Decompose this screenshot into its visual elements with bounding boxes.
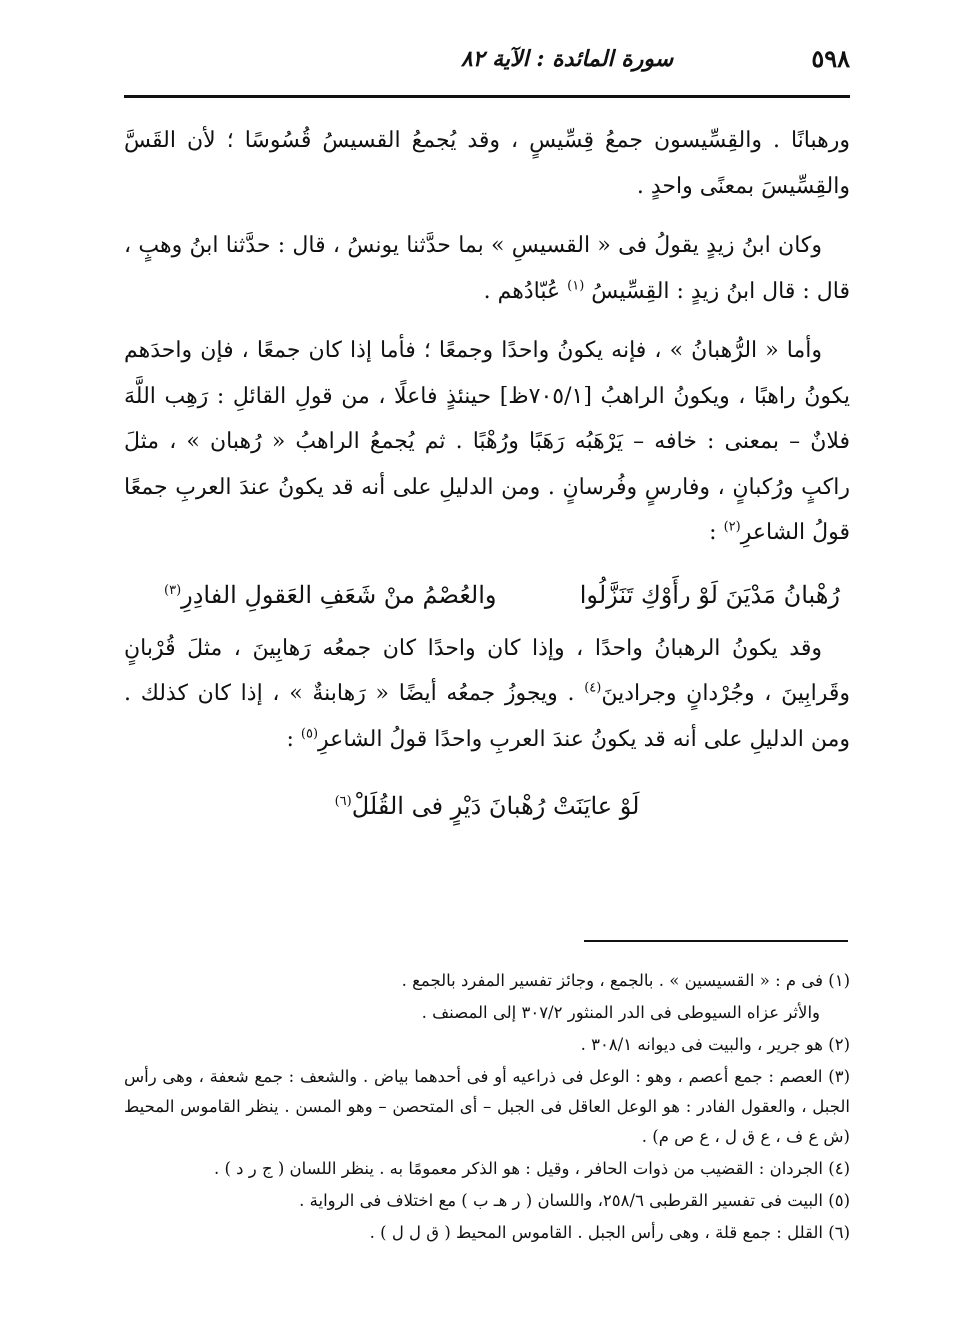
paragraph	[124, 328, 850, 556]
footnote-1: (١) فى م : « القسيسين » . بالجمع ، وجائز تفسير المفرد بالجمع .	[401, 971, 850, 990]
paragraph-text: ورهبانًا . والقِسِّيسون جمعُ قِسِّيسٍ ، وقد يُجمعُ القسيسُ قُسُوسًا ؛ لأن القَسَّ والقِسِّيسَ بمعنًى واحدٍ .	[124, 128, 850, 199]
paragraph-text: . ويجوزُ جمعُه أيضًا « رَهابنةٌ » ، إذا كان كذلك . ومن الدليلِ على أنه قد يكونُ عندَ العربِ واحدًا قولُ الشاعرِ	[124, 681, 850, 752]
poem-verse	[124, 570, 850, 620]
paragraph-text: وكان ابنُ زيدٍ يقولُ فى « القسيسِ » بما حدَّثنا يونسُ ، قال : حدَّثنا ابنُ وهبٍ ، قال : قال ابنُ زيدٍ : القِسِّيسُ	[124, 233, 850, 304]
paragraph-text: عُبّادُهم .	[483, 278, 561, 304]
footnote-1-continuation: والأثر عزاه السيوطى فى الدر المنثور ٣٠٧/٢ إلى المصنف .	[421, 1003, 820, 1022]
footnote-2: (٢) هو جرير ، والبيت فى ديوانه ٣٠٨/١ .	[580, 1035, 850, 1054]
paragraph	[124, 223, 850, 314]
footnote-4: (٤) الجردان : القضيب من ذوات الحافر ، وقيل : هو الذكر معمومًا به . ينظر اللسان ( ج ر د ) .	[214, 1159, 850, 1178]
footnote-marker: (٥)	[300, 726, 319, 742]
footnote-5: (٥) البيت فى تفسير القرطبى ٢٥٨/٦، واللسان ( ر هـ ب ) مع اختلاف فى الرواية .	[299, 1191, 850, 1210]
footnotes	[124, 966, 850, 1250]
paragraph-text: وقد يكونُ الرهبانُ واحدًا ، وإذا كان واحدًا كان جمعُه رَهابِينَ ، مثلَ قُرْبانٍ وقَرابِينَ ، وجُرْدانٍ وجرادينَ	[124, 635, 850, 706]
running-title: سورة المائدة : الآية ٨٢	[460, 46, 674, 72]
footnote-3: (٣) العصم : جمع أعصم ، وهو : الوعل فى ذراعيه أو فى أحدهما بياض . والشعف : جمع شعفة ، وهى رأس الجبل ، والعقول الفادر : هو الوعل العاقل فى الجبل – أى المتحصن – وهو المسن . ينظر القاموس المحيط (ش ع ف ، ع ق ل ، ع ص م) .	[124, 1067, 850, 1146]
paragraph-text: :	[709, 520, 717, 545]
poem-verse-single	[124, 776, 850, 836]
verse-text: والعُصْمُ منْ شَعَفِ العَقولِ الفادِرِ	[181, 580, 497, 609]
footnote-marker: (٦)	[334, 794, 352, 809]
paragraph-text: وأما « الرُّهبانُ » ، فإنه يكونُ واحدًا وجمعًا ؛ فأما إذا كان جمعًا ، فإن واحدَهم يكونُ راهبًا ، ويكونُ الراهبُ [٧٠٥/١ظ] حينئذٍ فاعلًا ، من قولِ القائلِ : رَهِب اللَّهَ فلانٌ – بمعنى : خافه – يَرْهَبُه رَهَبًا ورُهْبًا . ثم يُجمعُ الراهبُ « رُهبان » ، مثلَ راكبٍ ورُكبانٍ ، وفارسٍ وفُرسانٍ . ومن الدليلِ على أنه قد يكونُ عندَ العربِ جمعًا قولُ الشاعرِ	[124, 338, 851, 545]
footnote-marker: (٢)	[723, 519, 741, 535]
paragraph-text: :	[286, 726, 294, 752]
header-rule	[124, 95, 850, 98]
footnote-marker: (١)	[567, 278, 585, 294]
paragraph	[124, 118, 850, 209]
verse-hemistich-second	[164, 570, 497, 620]
footnote-marker: (٤)	[584, 680, 602, 696]
footnote-marker: (٣)	[164, 582, 182, 598]
footnote-6: (٦) القلل : جمع قلة ، وهى رأس الجبل . القاموس المحيط ( ق ل ل ) .	[369, 1223, 850, 1242]
verse-text: لَوْ عايَنَتْ رُهْبانَ دَيْرٍ فى القُلَلْ	[351, 792, 640, 820]
main-text	[124, 118, 850, 836]
page-number: ٥٩٨	[811, 44, 850, 73]
page-header	[124, 40, 850, 90]
footnote-rule	[584, 940, 848, 942]
paragraph	[124, 626, 850, 763]
verse-hemistich-first: رُهْبانُ مَدْيَنَ لَوْ رأَوْكِ تَنَزَّلُوا	[579, 580, 840, 609]
